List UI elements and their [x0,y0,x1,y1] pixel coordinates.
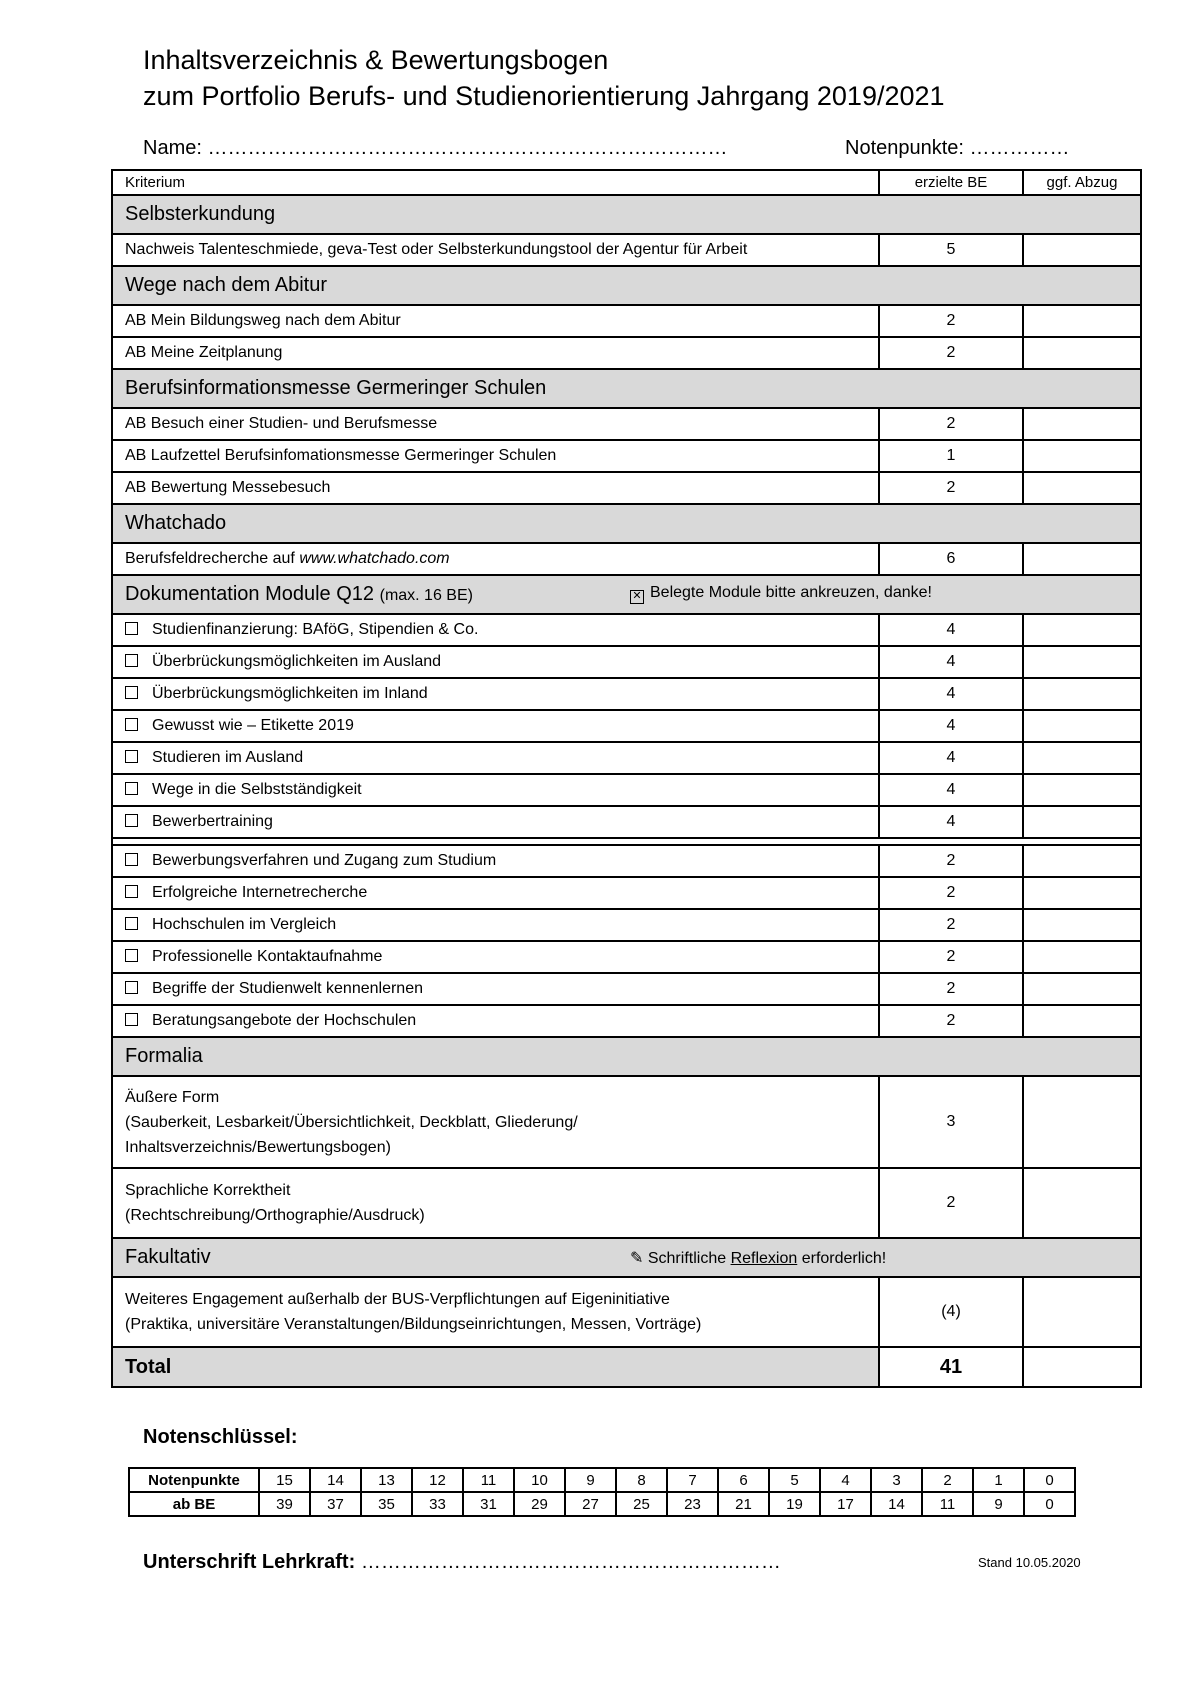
module-row [112,806,1141,838]
module-deduction[interactable] [1023,909,1141,941]
module-label: Überbrückungsmöglichkeiten im Ausland [152,653,442,670]
module-checkbox[interactable] [125,622,138,635]
grade-key-points: 6 [718,1468,769,1492]
module-deduction[interactable] [1023,742,1141,774]
grade-key-be: 11 [922,1492,973,1516]
table-row [112,234,1141,266]
header-criterion: Kriterium [112,170,879,195]
module-deduction[interactable] [1023,941,1141,973]
name-field[interactable]: Name: …………………………………………………………………… [143,137,728,159]
table-row [112,408,1141,440]
module-label-cell [112,806,879,838]
module-label-cell [112,742,879,774]
module-label-cell [112,973,879,1005]
grade-key-be: 0 [1024,1492,1075,1516]
module-label: Studienfinanzierung: BAföG, Stipendien & Co. [152,621,479,638]
grade-key-points: 0 [1024,1468,1075,1492]
grade-key-be: 19 [769,1492,820,1516]
module-label-cell [112,710,879,742]
grade-key-be: 14 [871,1492,922,1516]
total-value: 41 [879,1347,1023,1387]
module-label: Professionelle Kontaktaufnahme [152,948,383,965]
module-row [112,1005,1141,1037]
row-label: Weiteres Engagement außerhalb der BUS-Verpflichtungen auf Eigeninitiative (Praktika, universitäre Veranstaltungen/Bildungseinrichtungen, Messen, Vorträge) [112,1277,879,1347]
grade-key-points: 5 [769,1468,820,1492]
module-checkbox[interactable] [125,814,138,827]
module-label: Erfolgreiche Internetrecherche [152,884,368,901]
module-label: Wege in die Selbstständigkeit [152,781,362,798]
grade-key-be: 37 [310,1492,361,1516]
section-dokumentation [112,575,1141,614]
row-be: (4) [879,1277,1023,1347]
row-be: 3 [879,1076,1023,1168]
section-whatchado: Whatchado [112,504,1141,543]
module-row [112,774,1141,806]
grade-key-points-row [129,1468,1075,1492]
section-wege: Wege nach dem Abitur [112,266,1141,305]
module-be: 4 [879,678,1023,710]
module-label-cell [112,614,879,646]
total-row [112,1347,1141,1387]
row-deduction[interactable] [1023,408,1141,440]
be-label: ab BE [129,1492,259,1516]
row-label: AB Besuch einer Studien- und Berufsmesse [112,408,879,440]
grade-key-be-row [129,1492,1075,1516]
module-checkbox[interactable] [125,853,138,866]
module-deduction[interactable] [1023,678,1141,710]
module-deduction[interactable] [1023,845,1141,877]
module-row [112,877,1141,909]
module-be: 2 [879,973,1023,1005]
table-row [112,543,1141,575]
row-deduction[interactable] [1023,1277,1141,1347]
module-row [112,646,1141,678]
assessment-table [111,169,1142,1388]
row-deduction[interactable] [1023,1168,1141,1238]
row-deduction[interactable] [1023,1076,1141,1168]
module-be: 2 [879,1005,1023,1037]
row-be: 1 [879,440,1023,472]
grade-key-be: 23 [667,1492,718,1516]
grade-key-points: 12 [412,1468,463,1492]
module-label-cell [112,1005,879,1037]
section-max: (max. 16 BE) [379,587,473,604]
module-label: Bewerbungsverfahren und Zugang zum Studium [152,852,497,869]
grade-key-title: Notenschlüssel: [143,1426,298,1448]
module-checkbox[interactable] [125,654,138,667]
total-label: Total [112,1347,879,1387]
row-label: Nachweis Talenteschmiede, geva-Test oder Selbsterkundungstool der Agentur für Arbeit [112,234,879,266]
grade-key-be: 35 [361,1492,412,1516]
module-be: 2 [879,941,1023,973]
row-deduction[interactable] [1023,440,1141,472]
module-label: Studieren im Ausland [152,749,304,766]
module-checkbox[interactable] [125,782,138,795]
module-deduction[interactable] [1023,774,1141,806]
module-label-cell [112,845,879,877]
module-checkbox[interactable] [125,981,138,994]
grade-key-points: 2 [922,1468,973,1492]
spacer-row [112,838,1141,845]
module-row [112,678,1141,710]
row-be: 2 [879,472,1023,504]
module-be: 4 [879,742,1023,774]
points-label: Notenpunkte [129,1468,259,1492]
module-row [112,845,1141,877]
grade-key-points: 8 [616,1468,667,1492]
module-checkbox[interactable] [125,885,138,898]
grade-key-be: 21 [718,1492,769,1516]
row-label: AB Meine Zeitplanung [112,337,879,369]
section-title: Dokumentation Module Q12 [125,583,375,605]
module-deduction[interactable] [1023,973,1141,1005]
section-formalia: Formalia [112,1037,1141,1076]
module-label: Begriffe der Studienwelt kennenlernen [152,980,423,997]
module-row [112,909,1141,941]
module-label-cell [112,909,879,941]
points-field[interactable]: Notenpunkte: …………… [845,137,1070,159]
grade-key-be: 29 [514,1492,565,1516]
whatchado-link[interactable]: www.whatchado.com [299,550,450,567]
header-achieved: erzielte BE [879,170,1023,195]
module-row [112,742,1141,774]
module-checkbox[interactable] [125,750,138,763]
table-row [112,1277,1141,1347]
module-be: 2 [879,909,1023,941]
grade-key-be: 25 [616,1492,667,1516]
grade-key-be: 33 [412,1492,463,1516]
row-label: AB Laufzettel Berufsinfomationsmesse Germeringer Schulen [112,440,879,472]
grade-key-points: 11 [463,1468,514,1492]
header-deduction: ggf. Abzug [1023,170,1141,195]
module-label: Gewusst wie – Etikette 2019 [152,717,354,734]
row-label: AB Bewertung Messebesuch [112,472,879,504]
module-label-cell [112,646,879,678]
row-deduction[interactable] [1023,472,1141,504]
module-label: Hochschulen im Vergleich [152,916,337,933]
module-row [112,614,1141,646]
table-row [112,440,1141,472]
table-row [112,337,1141,369]
section-fakultativ [112,1238,1141,1277]
grade-key-points: 9 [565,1468,616,1492]
module-label-cell [112,678,879,710]
reflexion-note: ✎ Schriftliche Reflexion erforderlich! [630,1250,887,1267]
total-deduction[interactable] [1023,1347,1141,1387]
row-label: AB Mein Bildungsweg nach dem Abitur [112,305,879,337]
module-checkbox[interactable] [125,949,138,962]
module-checkbox[interactable] [125,917,138,930]
checked-box-icon: ✕ [630,590,644,604]
module-be: 2 [879,877,1023,909]
table-row [112,1076,1141,1168]
section-title: Fakultativ [125,1246,211,1268]
module-label-cell [112,877,879,909]
grade-key-be: 39 [259,1492,310,1516]
module-row [112,710,1141,742]
title-line-2: zum Portfolio Berufs- und Studienorientierung Jahrgang 2019/2021 [143,81,945,111]
section-messe: Berufsinformationsmesse Germeringer Schulen [112,369,1141,408]
row-be: 6 [879,543,1023,575]
grade-key-points: 7 [667,1468,718,1492]
module-label-cell [112,941,879,973]
module-deduction[interactable] [1023,646,1141,678]
module-be: 4 [879,646,1023,678]
table-header-row [112,170,1141,195]
row-deduction[interactable] [1023,337,1141,369]
row-be: 2 [879,408,1023,440]
module-deduction[interactable] [1023,877,1141,909]
grade-key-table [128,1467,1076,1517]
row-be: 2 [879,305,1023,337]
table-row [112,472,1141,504]
grade-key-be: 9 [973,1492,1024,1516]
module-label: Überbrückungsmöglichkeiten im Inland [152,685,428,702]
row-deduction[interactable] [1023,543,1141,575]
module-label: Bewerbertraining [152,813,273,830]
row-be: 5 [879,234,1023,266]
module-row [112,973,1141,1005]
grade-key-points: 14 [310,1468,361,1492]
grade-key-be: 27 [565,1492,616,1516]
row-label: Äußere Form (Sauberkeit, Lesbarkeit/Übersichtlichkeit, Deckblatt, Gliederung/ Inhaltsverzeichnis/Bewertungsbogen) [112,1076,879,1168]
section-selbsterkundung: Selbsterkundung [112,195,1141,234]
table-row [112,1168,1141,1238]
grade-key-points: 3 [871,1468,922,1492]
grade-key-points: 1 [973,1468,1024,1492]
module-be: 4 [879,774,1023,806]
module-be: 4 [879,710,1023,742]
row-deduction[interactable] [1023,305,1141,337]
document-title [143,42,945,114]
signature-line[interactable]: Unterschrift Lehrkraft: ……………………………………………………… [143,1551,781,1573]
module-label-cell [112,774,879,806]
grade-key-be: 31 [463,1492,514,1516]
module-deduction[interactable] [1023,710,1141,742]
row-deduction[interactable] [1023,234,1141,266]
grade-key-points: 10 [514,1468,565,1492]
module-checkbox[interactable] [125,686,138,699]
module-deduction[interactable] [1023,1005,1141,1037]
module-row [112,941,1141,973]
grade-key-points: 15 [259,1468,310,1492]
module-checkbox[interactable] [125,1013,138,1026]
title-line-1: Inhaltsverzeichnis & Bewertungsbogen [143,45,609,75]
module-deduction[interactable] [1023,806,1141,838]
row-label: Berufsfeldrecherche auf www.whatchado.com [112,543,879,575]
module-checkbox[interactable] [125,718,138,731]
module-deduction[interactable] [1023,614,1141,646]
pen-icon: ✎ [630,1250,644,1267]
module-be: 4 [879,806,1023,838]
table-row [112,305,1141,337]
stand-date: Stand 10.05.2020 [978,1555,1081,1570]
module-note: ✕ Belegte Module bitte ankreuzen, danke! [630,584,932,604]
module-be: 4 [879,614,1023,646]
row-be: 2 [879,337,1023,369]
row-be: 2 [879,1168,1023,1238]
row-label: Sprachliche Korrektheit (Rechtschreibung/Orthographie/Ausdruck) [112,1168,879,1238]
module-be: 2 [879,845,1023,877]
grade-key-points: 4 [820,1468,871,1492]
grade-key-be: 17 [820,1492,871,1516]
grade-key-points: 13 [361,1468,412,1492]
module-label: Beratungsangebote der Hochschulen [152,1012,417,1029]
